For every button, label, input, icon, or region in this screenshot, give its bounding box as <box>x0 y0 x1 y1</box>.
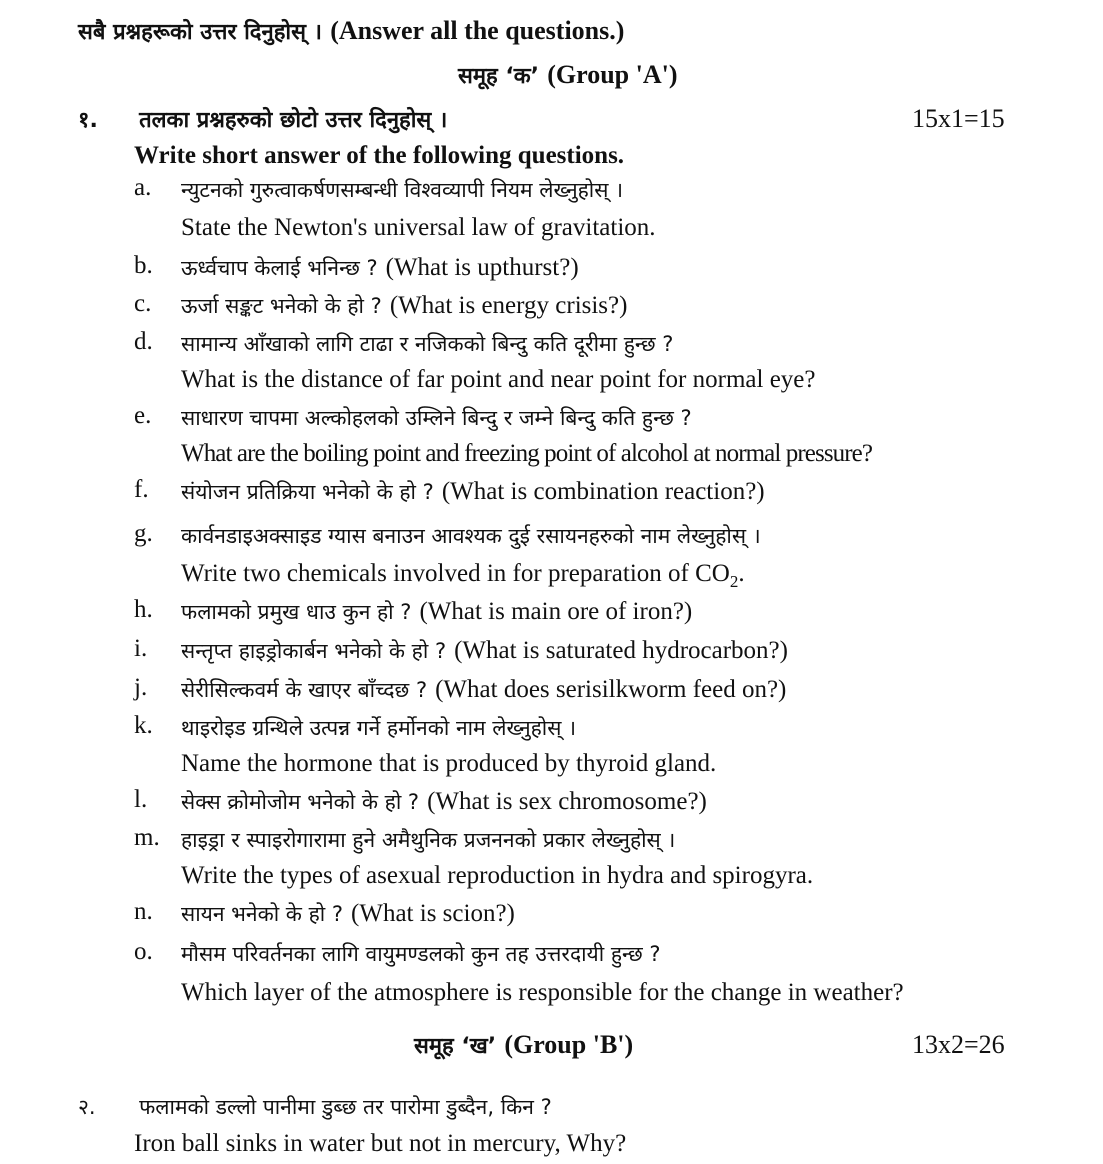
item-f-nepali: संयोजन प्रतिक्रिया भनेको के हो ? <box>181 480 434 504</box>
item-b-english: (What is upthurst?) <box>385 254 579 281</box>
question-1-nepali: तलका प्रश्नहरुको छोटो उत्तर दिनुहोस् । <box>139 108 448 133</box>
group-b-title-english: (Group 'B') <box>504 1030 634 1059</box>
group-b-title <box>414 1030 633 1060</box>
item-c-text <box>181 292 627 320</box>
item-g-english-end: . <box>738 560 745 587</box>
item-o-english-text: Which layer of the atmosphere is responsible for the change in weather? <box>181 979 904 1006</box>
item-j-label: j. <box>134 674 148 701</box>
item-o-english <box>181 979 904 1007</box>
group-a-title <box>458 60 678 90</box>
item-n-english: (What is scion?) <box>351 900 515 927</box>
item-d-nepali: सामान्य आँखाको लागि टाढा र नजिकको बिन्दु कति दूरीमा हुन्छ ? <box>181 332 674 356</box>
item-o-label: o. <box>134 938 153 965</box>
item-d-english <box>181 366 816 394</box>
instruction-nepali: सबै प्रश्नहरूको उत्तर दिनुहोस् । <box>78 20 322 45</box>
item-h-english: (What is main ore of iron?) <box>419 598 693 625</box>
item-e-english-text: What are the boiling point and freezing point of alcohol at normal pressure? <box>181 440 873 467</box>
question-2 <box>78 1093 552 1121</box>
item-h-text <box>181 598 692 626</box>
item-a-english-text: State the Newton's universal law of gravitation. <box>181 214 656 241</box>
question-1-number: १. <box>78 108 98 133</box>
item-g-subscript: 2 <box>729 572 739 591</box>
item-j-text <box>181 676 786 704</box>
item-g-english-text: Write two chemicals involved in for preparation of CO <box>181 560 730 587</box>
item-l-label: l. <box>134 786 148 813</box>
item-j-english: (What does serisilkworm feed on?) <box>435 676 787 703</box>
item-m-english <box>181 862 813 890</box>
item-l-text <box>181 788 707 816</box>
item-i-nepali: सन्तृप्त हाइड्रोकार्बन भनेको के हो ? <box>181 639 447 663</box>
item-n-nepali: सायन भनेको के हो ? <box>181 902 344 926</box>
group-a-title-english: (Group 'A') <box>547 60 678 89</box>
item-i-label: i. <box>134 635 148 662</box>
item-l-nepali: सेक्स क्रोमोजोम भनेको के हो ? <box>181 790 420 814</box>
item-e-english <box>181 440 872 468</box>
item-m-english-text: Write the types of asexual reproduction in hydra and spirogyra. <box>181 862 814 889</box>
item-k-english-text: Name the hormone that is produced by thyroid gland. <box>181 750 717 777</box>
item-c-nepali: ऊर्जा सङ्कट भनेको के हो ? <box>181 294 382 318</box>
item-b-label: b. <box>134 252 153 279</box>
group-b-title-nepali: समूह ‘ख’ <box>414 1034 497 1059</box>
item-m-label: m. <box>134 824 160 851</box>
item-l-english: (What is sex chromosome?) <box>427 788 707 815</box>
item-k-english <box>181 750 716 778</box>
group-a-marks: 15x1=15 <box>912 104 1005 133</box>
item-m-nepali: हाइड्रा र स्पाइरोगारामा हुने अमैथुनिक प्रजननको प्रकार लेख्नुहोस् । <box>181 828 676 852</box>
group-b-marks: 13x2=26 <box>912 1030 1005 1059</box>
item-o-nepali: मौसम परिवर्तनका लागि वायुमण्डलको कुन तह उत्तरदायी हुन्छ ? <box>181 942 661 966</box>
item-a-label: a. <box>134 174 152 201</box>
item-f-text <box>181 478 765 506</box>
item-h-label: h. <box>134 596 153 623</box>
item-h-nepali: फलामको प्रमुख धाउ कुन हो ? <box>181 600 412 624</box>
question-2-number: २. <box>78 1095 96 1119</box>
item-k-label: k. <box>134 712 153 739</box>
item-a-nepali: न्युटनको गुरुत्वाकर्षणसम्बन्धी विश्वव्यापी नियम लेख्नुहोस् । <box>181 178 624 202</box>
question-2-nepali: फलामको डल्लो पानीमा डुब्छ तर पारोमा डुब्दैन, किन ? <box>139 1095 552 1119</box>
item-n-label: n. <box>134 898 153 925</box>
question-1-heading <box>78 104 447 134</box>
item-e-label: e. <box>134 402 152 429</box>
item-n-text <box>181 900 515 928</box>
group-a-title-nepali: समूह ‘क’ <box>458 64 539 89</box>
item-g-label: g. <box>134 520 153 547</box>
item-g-nepali: कार्वनडाइअक्साइड ग्यास बनाउन आवश्यक दुई रसायनहरुको नाम लेख्नुहोस् । <box>181 524 761 548</box>
item-i-english: (What is saturated hydrocarbon?) <box>454 637 788 664</box>
question-1-english: Write short answer of the following questions. <box>134 142 625 169</box>
item-e-nepali: साधारण चापमा अल्कोहलको उम्लिने बिन्दु र जम्ने बिन्दु कति हुन्छ ? <box>181 406 692 430</box>
item-f-english: (What is combination reaction?) <box>441 478 765 505</box>
item-j-nepali: सेरीसिल्कवर्म के खाएर बाँच्दछ ? <box>181 678 428 702</box>
item-a-english <box>181 214 656 242</box>
general-instruction <box>78 16 624 46</box>
item-g-english <box>181 560 745 592</box>
instruction-english: (Answer all the questions.) <box>330 16 625 45</box>
item-d-english-text: What is the distance of far point and near point for normal eye? <box>181 366 816 393</box>
item-c-label: c. <box>134 290 152 317</box>
item-b-text <box>181 254 579 282</box>
item-b-nepali: ऊर्ध्वचाप केलाई भनिन्छ ? <box>181 256 378 280</box>
item-k-nepali: थाइरोइड ग्रन्थिले उत्पन्न गर्ने हर्मोनको नाम लेख्नुहोस् । <box>181 716 577 740</box>
item-i-text <box>181 637 788 665</box>
item-c-english: (What is energy crisis?) <box>389 292 628 319</box>
item-d-label: d. <box>134 328 153 355</box>
question-2-english: Iron ball sinks in water but not in mercury, Why? <box>134 1130 627 1157</box>
item-f-label: f. <box>134 476 149 503</box>
